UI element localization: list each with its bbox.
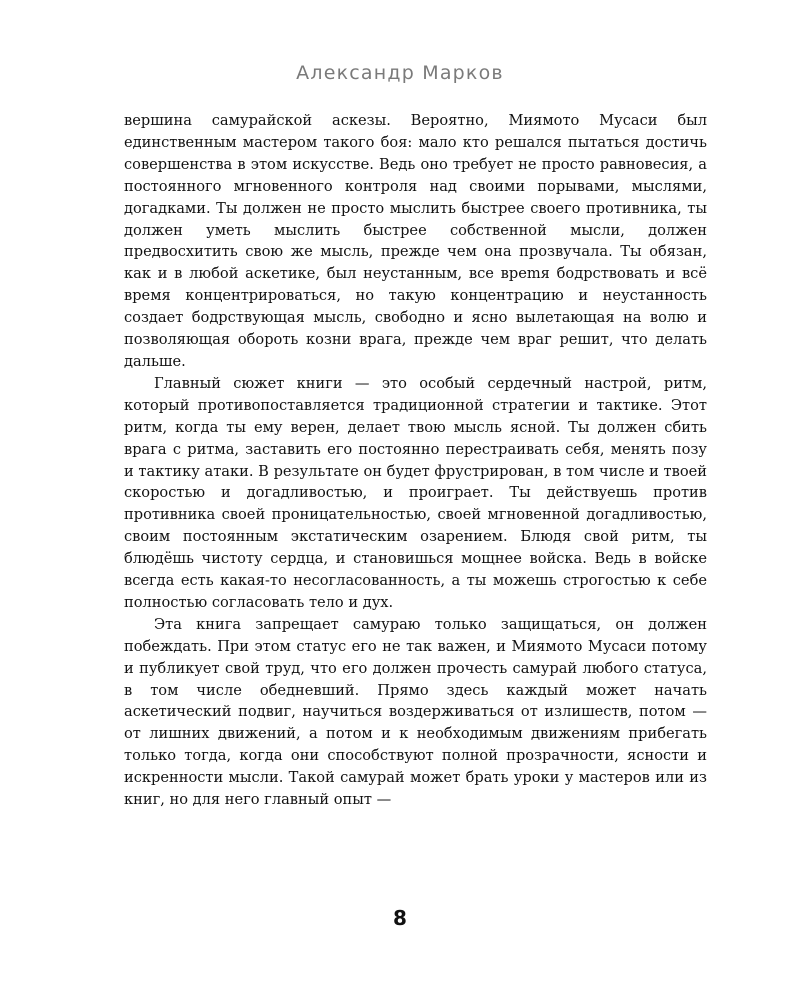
paragraph-victory: Эта книга запрещает самураю только защищаться, он должен побеждать. При этом статус его не так важен, и Миямото Мусаси потому и публикует свой труд, что его должен прочесть самурай любого статуса, в том числе обедневший. Прямо здесь каждый может начать аскетический подвиг, научиться воздерживаться от излишеств, потом — от лишних движений, а потом и к необходимым движениям прибегать только тогда, когда они способствуют полной прозрачности, ясности и искренности мысли. Такой самурай может брать уроки у мастеров или из книг, но для него главный опыт — [124,615,707,809]
body-text [124,110,707,811]
paragraph-continued: вершина самурайской аскезы. Вероятно, Миямото Мусаси был единственным мастером такого боя: мало кто решался пытаться достичь совершенства в этом искусстве. Ведь оно требует не просто равновесия, а постоянного мгновенного контроля над своими порывами, мыслями, догадками. Ты должен не просто мыслить быстрее своего противника, ты должен уметь мыслить быстрее собственной мысли, должен предвосхитить свою же мысль, прежде чем она прозвучала. Ты обязан, как и в любой аскетике, был неустанным, все вреmя бодрствовать и всё время концентрироваться, но такую концентрацию и неустанность создает бодрствующая мысль, свободно и ясно вылетающая на волю и позволяющая обороть козни врага, прежде чем враг решит, что делать дальше. [124,112,707,370]
page-number: 8 [393,906,407,930]
paragraph-rhythm: Главный сюжет книги — это особый сердечный настрой, ритм, который противопоставляется традиционной стратегии и тактике. Этот ритм, когда ты ему верен, делает твою мысль ясной. Ты должен сбить врага с ритма, заставить его постоянно перестраивать себя, менять позу и тактику атаки. В результате он будет фрустрирован, в том числе и твоей скоростью и догадливостью, и проиграет. Ты действуешь против противника своей проницательностью, своей мгновенной догадливостью, своим постоянным экстатическим озарением. Блюдя свой ритм, ты блюдёшь чистоту сердца, и становишься мощнее войска. Ведь в войске всегда есть какая-то несогласованность, а ты можешь строгостью к себе полностью согласовать тело и дух. [124,374,707,611]
running-head-author: Александр Марков [296,62,504,84]
